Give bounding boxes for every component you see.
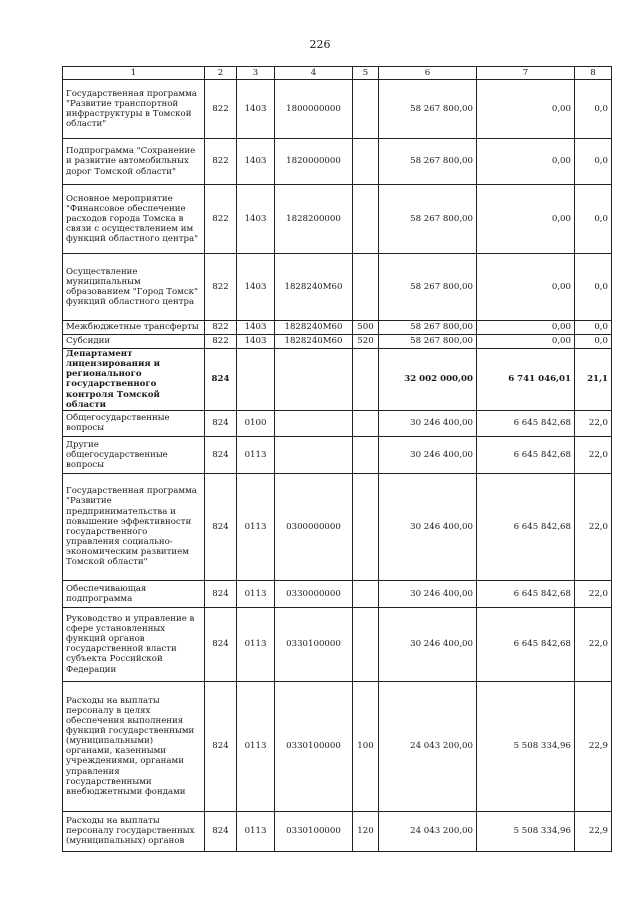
section-code: 1403 [237,335,275,349]
expense-type [353,436,379,473]
table-row [63,811,612,851]
header-cell: 2 [205,67,237,80]
percent: 0,0 [575,185,612,254]
budget-table [62,66,612,852]
fact-amount: 5 508 334,96 [477,681,575,811]
table-row [63,607,612,681]
target-code: 0330100000 [275,681,353,811]
section-code: 1403 [237,80,275,139]
plan-amount: 58 267 800,00 [379,254,477,321]
percent: 0,0 [575,321,612,335]
header-cell: 6 [379,67,477,80]
row-name: Расходы на выплаты персоналу в целях обеспечения выполнения функций государственными (муниципальными) органами, казенными учреждениями, органами управления государственными внебюджетными фондами [63,681,205,811]
header-cell: 1 [63,67,205,80]
plan-amount: 24 043 200,00 [379,811,477,851]
row-name: Департамент лицензирования и регионального государственного контроля Томской области [63,349,205,411]
table-row [63,185,612,254]
target-code [275,410,353,436]
target-code: 0300000000 [275,473,353,580]
dept-code: 824 [205,410,237,436]
plan-amount: 30 246 400,00 [379,580,477,607]
target-code [275,349,353,411]
dept-code: 822 [205,185,237,254]
header-cell: 5 [353,67,379,80]
target-code: 0330100000 [275,811,353,851]
dept-code: 824 [205,436,237,473]
expense-type: 520 [353,335,379,349]
fact-amount: 0,00 [477,185,575,254]
section-code: 1403 [237,254,275,321]
table-row [63,681,612,811]
header-cell: 8 [575,67,612,80]
expense-type: 100 [353,681,379,811]
table-row [63,410,612,436]
fact-amount: 0,00 [477,254,575,321]
plan-amount: 30 246 400,00 [379,473,477,580]
expense-type [353,80,379,139]
section-code: 0113 [237,607,275,681]
section-code: 1403 [237,321,275,335]
expense-type: 500 [353,321,379,335]
plan-amount: 58 267 800,00 [379,321,477,335]
target-code: 0330000000 [275,580,353,607]
percent: 22,9 [575,681,612,811]
dept-code: 824 [205,473,237,580]
table-row [63,349,612,411]
page-number: 226 [309,38,331,51]
fact-amount: 6 645 842,68 [477,473,575,580]
percent: 22,9 [575,811,612,851]
table-row [63,335,612,349]
row-name: Государственная программа "Развитие предпринимательства и повышение эффективности государственного управления социально-экономическим развитием Томской области" [63,473,205,580]
target-code: 1800000000 [275,80,353,139]
row-name: Государственная программа "Развитие транспортной инфраструктуры в Томской области" [63,80,205,139]
row-name: Другие общегосударственные вопросы [63,436,205,473]
header-row [63,67,612,80]
target-code: 0330100000 [275,607,353,681]
section-code: 1403 [237,185,275,254]
table-row [63,80,612,139]
expense-type [353,410,379,436]
fact-amount: 0,00 [477,335,575,349]
target-code: 1828240М60 [275,321,353,335]
percent: 0,0 [575,80,612,139]
fact-amount: 5 508 334,96 [477,811,575,851]
dept-code: 824 [205,811,237,851]
dept-code: 824 [205,681,237,811]
table-row [63,254,612,321]
target-code: 1828240М60 [275,254,353,321]
percent: 0,0 [575,139,612,185]
dept-code: 822 [205,321,237,335]
plan-amount: 32 002 000,00 [379,349,477,411]
target-code: 1828240М60 [275,335,353,349]
percent: 22,0 [575,580,612,607]
percent: 21,1 [575,349,612,411]
expense-type [353,607,379,681]
plan-amount: 30 246 400,00 [379,607,477,681]
expense-type [353,349,379,411]
table-row [63,321,612,335]
row-name: Субсидии [63,335,205,349]
header-cell: 4 [275,67,353,80]
dept-code: 824 [205,580,237,607]
section-code: 0113 [237,811,275,851]
expense-type [353,580,379,607]
dept-code: 822 [205,254,237,321]
plan-amount: 58 267 800,00 [379,335,477,349]
dept-code: 822 [205,335,237,349]
target-code: 1820000000 [275,139,353,185]
dept-code: 822 [205,139,237,185]
expense-type [353,473,379,580]
table-row [63,580,612,607]
plan-amount: 58 267 800,00 [379,80,477,139]
target-code: 1828200000 [275,185,353,254]
row-name: Осуществление муниципальным образованием "Город Томск" функций областного центра [63,254,205,321]
table-row [63,473,612,580]
percent: 0,0 [575,335,612,349]
fact-amount: 0,00 [477,139,575,185]
section-code: 1403 [237,139,275,185]
plan-amount: 30 246 400,00 [379,410,477,436]
percent: 22,0 [575,436,612,473]
dept-code: 824 [205,607,237,681]
row-name: Подпрограмма "Сохранение и развитие автомобильных дорог Томской области" [63,139,205,185]
section-code: 0113 [237,681,275,811]
percent: 0,0 [575,254,612,321]
target-code [275,436,353,473]
fact-amount: 6 645 842,68 [477,607,575,681]
plan-amount: 24 043 200,00 [379,681,477,811]
plan-amount: 58 267 800,00 [379,139,477,185]
fact-amount: 0,00 [477,80,575,139]
fact-amount: 6 645 842,68 [477,580,575,607]
plan-amount: 58 267 800,00 [379,185,477,254]
dept-code: 824 [205,349,237,411]
dept-code: 822 [205,80,237,139]
fact-amount: 6 741 046,01 [477,349,575,411]
percent: 22,0 [575,607,612,681]
expense-type [353,254,379,321]
section-code: 0113 [237,580,275,607]
percent: 22,0 [575,410,612,436]
table-row [63,139,612,185]
plan-amount: 30 246 400,00 [379,436,477,473]
expense-type: 120 [353,811,379,851]
fact-amount: 6 645 842,68 [477,436,575,473]
row-name: Общегосударственные вопросы [63,410,205,436]
header-cell: 3 [237,67,275,80]
percent: 22,0 [575,473,612,580]
section-code: 0113 [237,436,275,473]
header-cell: 7 [477,67,575,80]
expense-type [353,139,379,185]
row-name: Межбюджетные трансферты [63,321,205,335]
section-code: 0100 [237,410,275,436]
table-row [63,436,612,473]
section-code: 0113 [237,473,275,580]
row-name: Основное мероприятие "Финансовое обеспечение расходов города Томска в связи с осуществлением им функций областного центра" [63,185,205,254]
row-name: Расходы на выплаты персоналу государственных (муниципальных) органов [63,811,205,851]
row-name: Руководство и управление в сфере установленных функций органов государственной власти субъекта Российской Федерации [63,607,205,681]
row-name: Обеспечивающая подпрограмма [63,580,205,607]
section-code [237,349,275,411]
expense-type [353,185,379,254]
fact-amount: 6 645 842,68 [477,410,575,436]
fact-amount: 0,00 [477,321,575,335]
